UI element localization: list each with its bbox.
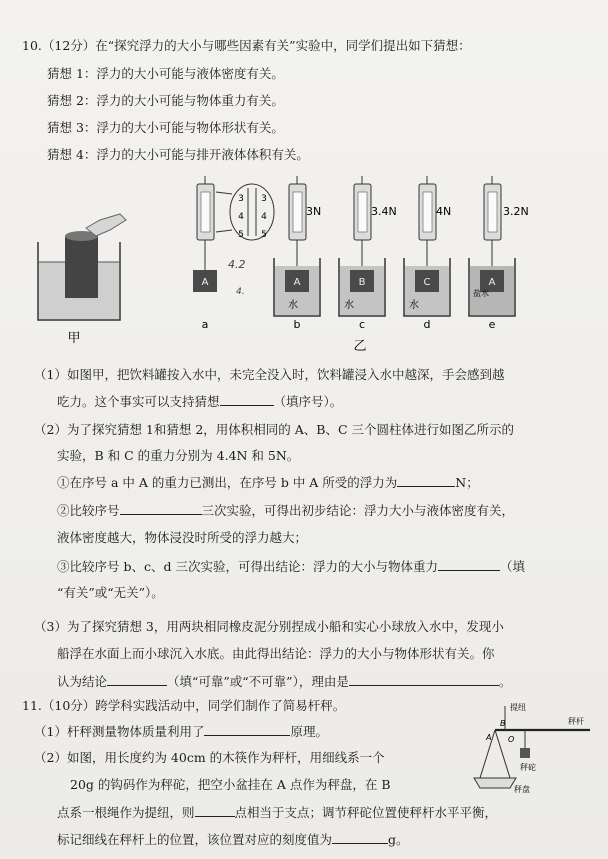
q10-p2-line4: ②比较序号 三次实验，可得出初步结论：浮力大小与液体密度有关， [57,503,515,518]
answer-blank-guess[interactable] [220,392,274,406]
scale-c [339,176,397,316]
scale-pan [474,778,516,788]
q10-p1-line1: （1）如图甲，把饮料罐按入水中，未完全没入时，饮料罐浸入水中越深，手会感到越 [34,367,505,382]
q11-p2-line1: （2）如图，用长度约为 40cm 的木筷作为秤杆，用细线系一个 [34,750,385,765]
liquid-e: 盐水 [473,289,489,298]
q10-p2-line1: （2）为了探究猜想 1和猜想 2，用体积相同的 A、B、C 三个圆柱体进行如图乙所示的 [34,422,515,437]
answer-blank-relation[interactable] [438,557,500,571]
q10-p3-line1: （3）为了探究猜想 3，用两块相同橡皮泥分别捏成小船和实心小球放入水中，发现小 [34,619,504,634]
label-chengtuo: 秤砣 [520,763,536,772]
label-point-a: A [486,733,492,742]
guess-3: 猜想 3：浮力的大小可能与物体形状有关。 [47,120,284,135]
handwriting-42: 4.2 [228,258,246,271]
answer-blank-reliable[interactable] [107,672,167,686]
zoom-reading [216,184,274,297]
q10-header: 10.（12分）在“探究浮力的大小与哪些因素有关”实验中，同学们提出如下猜想： [22,38,471,53]
q10-p2-line5: 液体密度越大，物体浸没时所受的浮力越大； [57,530,308,545]
block-b-label: A [293,277,301,288]
answer-blank-fulcrum[interactable] [195,803,235,817]
tick-4-left: 4 [238,212,244,222]
reading-d: 4N [436,205,452,218]
q11-header: 11.（10分）跨学科实践活动中，同学们制作了简易杆秤。 [22,698,346,713]
q10-p2-line7: “有关”或“无关”）。 [57,585,164,600]
block-a-label: A [201,277,209,288]
buoyancy-figure [0,170,608,360]
answer-blank-buoyancy[interactable] [397,473,455,487]
tick-5-right: 5 [261,230,267,240]
label-point-b: B [500,719,506,728]
label-point-o: O [508,735,515,744]
sub-label-b: b [293,318,301,331]
label-jia: 甲 [67,331,81,346]
q10-p2-line3: ①在序号 a 中 A 的重力已测出，在序号 b 中 A 所受的浮力为 N； [57,475,479,490]
reading-b: 3N [306,205,322,218]
scale-e [469,176,529,316]
q10-p3-line3: 认为结论 （填“可靠”或“不可靠”），理由是 。 [57,674,512,689]
answer-blank-principle[interactable] [204,722,290,736]
liquid-c: 水 [344,300,354,311]
counterweight [520,748,530,758]
block-d-label: C [423,277,431,288]
tick-3-right: 3 [261,194,267,204]
steelyard-figure [450,700,600,796]
tick-3-left: 3 [238,194,244,204]
label-chengpan: 秤盘 [514,785,530,794]
sub-label-d: d [423,318,431,331]
q11-p1: （1）杆秤测量物体质量利用了 原理。 [34,724,328,739]
block-e-label: A [488,277,496,288]
tick-4-right: 4 [261,212,267,222]
guess-4: 猜想 4：浮力的大小可能与排开液体体积有关。 [47,147,309,162]
block-c-label: B [358,277,366,288]
scale-b [274,176,321,316]
reading-e: 3.2N [503,205,529,218]
liquid-b: 水 [288,300,298,311]
sub-label-c: c [358,318,366,331]
answer-blank-sequence[interactable] [120,501,202,515]
q10-p1-line2: 吃力。这个事实可以支持猜想 （填序号）。 [57,394,343,409]
label-yi: 乙 [353,339,367,354]
sub-label-a: a [201,318,209,331]
q10-p3-line2: 船浮在水面上而小球沉入水底。由此得出结论：浮力的大小与物体形状有关。你 [57,646,495,661]
answer-blank-reason[interactable] [349,672,499,686]
tick-5-left: 5 [238,230,244,240]
q10-p2-line6: ③比较序号 b、c、d 三次实验，可得出结论：浮力的大小与物体重力 （填 [57,559,525,574]
hand-icon [86,214,126,236]
q11-p2-line2: 20g 的钩码作为秤砣，把空小盆挂在 A 点作为秤盘，在 B [70,777,391,792]
liquid-d: 水 [409,300,419,311]
scale-a [193,176,217,292]
reading-c: 3.4N [371,205,397,218]
label-chenggan: 秤杆 [568,717,584,726]
figure-jia [38,214,126,320]
guess-2: 猜想 2：浮力的大小可能与物体重力有关。 [47,93,284,108]
can-icon [65,236,98,298]
guess-1: 猜想 1：浮力的大小可能与液体密度有关。 [47,66,284,81]
sub-label-e: e [488,318,496,331]
handwriting-4: 4. [236,287,245,297]
q11-p2-line3: 点系一根绳作为提纽，则 点相当于支点；调节秤砣位置使秤杆水平平衡， [57,805,498,820]
q11-p2-line4: 标记细线在秤杆上的位置，该位置对应的刻度值为 g。 [57,832,409,847]
scale-d [404,176,451,316]
label-tiniu: 提纽 [510,703,526,712]
answer-blank-scale-value[interactable] [332,830,388,844]
q10-p2-line2: 实验，B 和 C 的重力分别为 4.4N 和 5N。 [57,448,300,463]
